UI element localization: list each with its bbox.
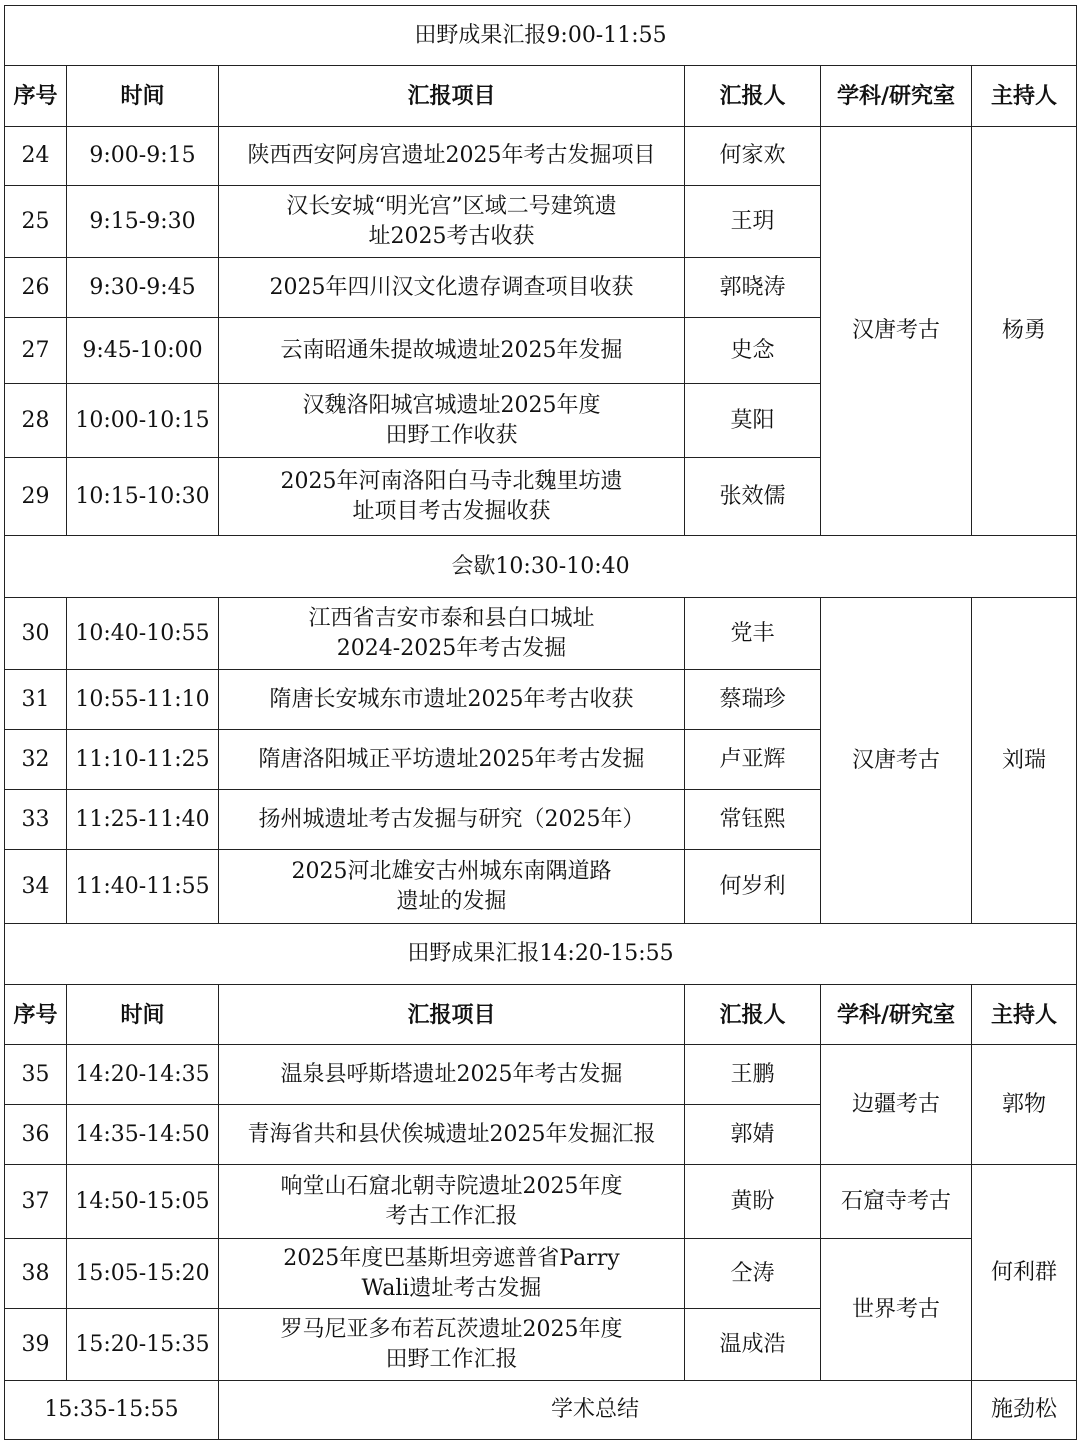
header-no: 序号 (5, 66, 67, 127)
section-row (5, 6, 1077, 66)
row-no: 26 (5, 258, 67, 318)
row-project (219, 186, 685, 258)
row-time: 9:00-9:15 (67, 127, 219, 186)
project-line: 考古工作汇报 (385, 1203, 518, 1229)
row-no: 33 (5, 790, 67, 850)
header-reporter: 汇报人 (685, 985, 821, 1045)
row-project: 2025年四川汉文化遗存调查项目收获 (219, 258, 685, 318)
closing-item: 学术总结 (219, 1381, 972, 1440)
project-line: 2025年度巴基斯坦旁遮普省Parry (283, 1245, 620, 1271)
row-project (219, 1165, 685, 1239)
row-no: 28 (5, 384, 67, 458)
header-discipline: 学科/研究室 (821, 985, 972, 1045)
host-cell: 郭物 (972, 1045, 1077, 1165)
row-time: 14:20-14:35 (67, 1045, 219, 1105)
row-project: 隋唐长安城东市遗址2025年考古收获 (219, 670, 685, 730)
row-reporter: 卢亚辉 (685, 730, 821, 790)
row-time: 15:20-15:35 (67, 1309, 219, 1381)
header-project: 汇报项目 (219, 985, 685, 1045)
row-no: 31 (5, 670, 67, 730)
project-line: 罗马尼亚多布若瓦茨遗址2025年度 (280, 1316, 623, 1342)
row-reporter: 黄盼 (685, 1165, 821, 1239)
row-project (219, 1309, 685, 1381)
row-no: 25 (5, 186, 67, 258)
row-time: 9:45-10:00 (67, 318, 219, 384)
host-cell: 刘瑞 (972, 598, 1077, 924)
row-time: 15:05-15:20 (67, 1239, 219, 1309)
header-time: 时间 (67, 985, 219, 1045)
row-no: 38 (5, 1239, 67, 1309)
row-reporter: 常钰熙 (685, 790, 821, 850)
row-no: 34 (5, 850, 67, 924)
header-row (5, 985, 1077, 1045)
project-line: 汉魏洛阳城宫城遗址2025年度 (302, 392, 601, 418)
header-row (5, 66, 1077, 127)
row-no: 29 (5, 458, 67, 536)
discipline-cell: 汉唐考古 (821, 127, 972, 536)
section-title: 田野成果汇报14:20-15:55 (5, 924, 1077, 985)
project-line: 汉长安城“明光宫”区域二号建筑遗 (286, 193, 617, 219)
break-title: 会歇10:30-10:40 (5, 536, 1077, 598)
table-row (5, 598, 1077, 670)
row-reporter: 史念 (685, 318, 821, 384)
row-project (219, 1239, 685, 1309)
project-line: 响堂山石窟北朝寺院遗址2025年度 (280, 1173, 623, 1199)
header-project: 汇报项目 (219, 66, 685, 127)
header-discipline: 学科/研究室 (821, 66, 972, 127)
row-time: 14:35-14:50 (67, 1105, 219, 1165)
row-project: 温泉县呼斯塔遗址2025年考古发掘 (219, 1045, 685, 1105)
discipline-cell: 汉唐考古 (821, 598, 972, 924)
row-no: 35 (5, 1045, 67, 1105)
project-line: 址项目考古发掘收获 (352, 498, 551, 524)
row-time: 14:50-15:05 (67, 1165, 219, 1239)
row-reporter: 仝涛 (685, 1239, 821, 1309)
row-project: 青海省共和县伏俟城遗址2025年发掘汇报 (219, 1105, 685, 1165)
closing-time: 15:35-15:55 (5, 1381, 219, 1440)
closing-host: 施劲松 (972, 1381, 1077, 1440)
row-reporter: 党丰 (685, 598, 821, 670)
row-no: 30 (5, 598, 67, 670)
row-reporter: 何家欢 (685, 127, 821, 186)
header-host: 主持人 (972, 66, 1077, 127)
row-project: 扬州城遗址考古发掘与研究（2025年） (219, 790, 685, 850)
table-row (5, 1239, 1077, 1309)
schedule-table (4, 5, 1077, 1440)
row-project (219, 384, 685, 458)
header-no: 序号 (5, 985, 67, 1045)
discipline-cell: 世界考古 (821, 1239, 972, 1381)
row-no: 37 (5, 1165, 67, 1239)
row-reporter: 何岁利 (685, 850, 821, 924)
project-line: 2025河北雄安古州城东南隅道路 (291, 858, 612, 884)
row-project (219, 598, 685, 670)
project-line: 江西省吉安市泰和县白口城址 (308, 605, 595, 631)
discipline-cell: 石窟寺考古 (821, 1165, 972, 1239)
table-row (5, 1045, 1077, 1105)
break-row (5, 536, 1077, 598)
project-line: 遗址的发掘 (396, 888, 507, 914)
table-row (5, 127, 1077, 186)
row-no: 32 (5, 730, 67, 790)
row-project (219, 458, 685, 536)
row-time: 9:30-9:45 (67, 258, 219, 318)
section-row (5, 924, 1077, 985)
host-cell: 杨勇 (972, 127, 1077, 536)
row-reporter: 郭婧 (685, 1105, 821, 1165)
row-no: 27 (5, 318, 67, 384)
header-host: 主持人 (972, 985, 1077, 1045)
row-project: 隋唐洛阳城正平坊遗址2025年考古发掘 (219, 730, 685, 790)
project-line: 2024-2025年考古发掘 (336, 635, 567, 661)
row-project (219, 850, 685, 924)
header-time: 时间 (67, 66, 219, 127)
project-line: 2025年河南洛阳白马寺北魏里坊遗 (280, 468, 623, 494)
row-no: 24 (5, 127, 67, 186)
row-reporter: 莫阳 (685, 384, 821, 458)
project-line: Wali遗址考古发掘 (361, 1275, 542, 1301)
row-project: 云南昭通朱提故城遗址2025年发掘 (219, 318, 685, 384)
project-line: 田野工作收获 (385, 422, 518, 448)
row-time: 10:55-11:10 (67, 670, 219, 730)
row-reporter: 温成浩 (685, 1309, 821, 1381)
row-reporter: 郭晓涛 (685, 258, 821, 318)
discipline-cell: 边疆考古 (821, 1045, 972, 1165)
row-reporter: 王玥 (685, 186, 821, 258)
header-reporter: 汇报人 (685, 66, 821, 127)
row-time: 11:10-11:25 (67, 730, 219, 790)
table-row (5, 1165, 1077, 1239)
row-no: 39 (5, 1309, 67, 1381)
project-line: 田野工作汇报 (385, 1346, 518, 1372)
row-reporter: 张效儒 (685, 458, 821, 536)
row-time: 10:15-10:30 (67, 458, 219, 536)
row-time: 11:25-11:40 (67, 790, 219, 850)
section-title: 田野成果汇报9:00-11:55 (5, 6, 1077, 66)
closing-row (5, 1381, 1077, 1440)
row-project: 陕西西安阿房宫遗址2025年考古发掘项目 (219, 127, 685, 186)
row-time: 10:40-10:55 (67, 598, 219, 670)
row-no: 36 (5, 1105, 67, 1165)
row-reporter: 蔡瑞珍 (685, 670, 821, 730)
row-reporter: 王鹏 (685, 1045, 821, 1105)
host-cell: 何利群 (972, 1165, 1077, 1381)
row-time: 11:40-11:55 (67, 850, 219, 924)
project-line: 址2025考古收获 (368, 223, 535, 249)
row-time: 9:15-9:30 (67, 186, 219, 258)
row-time: 10:00-10:15 (67, 384, 219, 458)
